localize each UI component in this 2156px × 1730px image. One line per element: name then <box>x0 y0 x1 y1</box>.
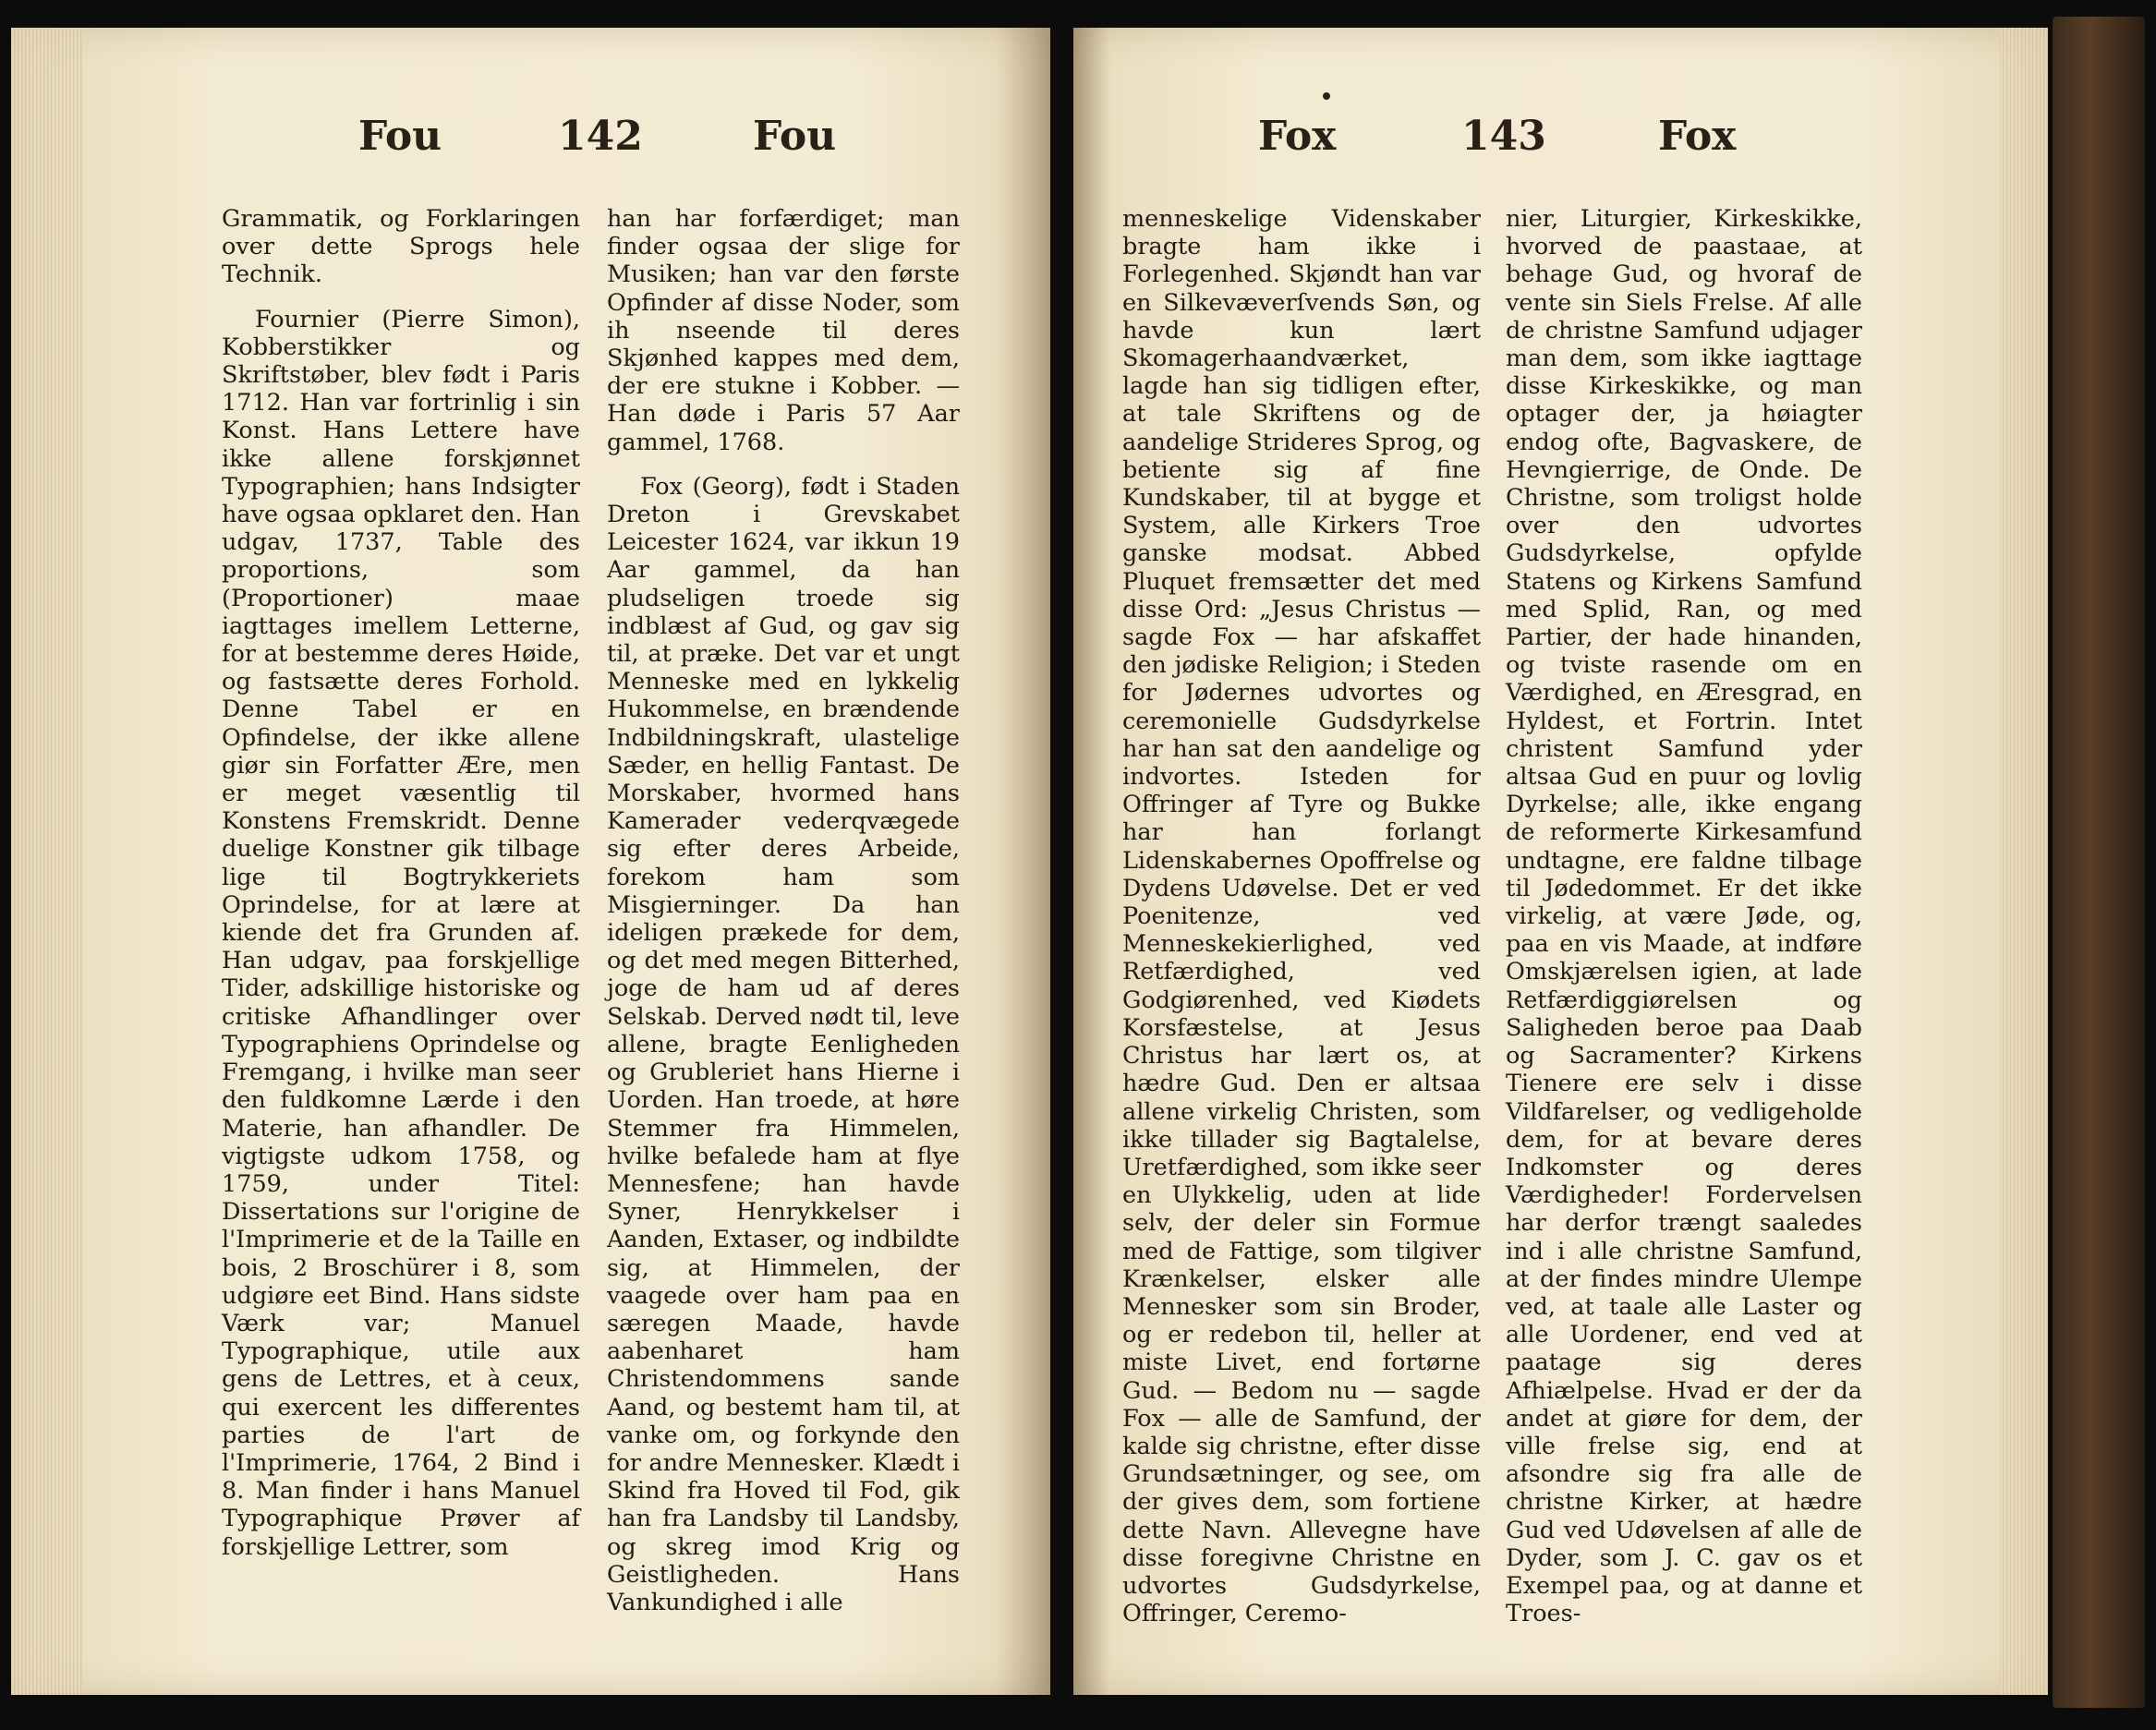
book-cover-edge <box>2053 17 2145 1708</box>
left-page-number: 142 <box>558 113 643 160</box>
paragraph-fox-doctrine: menneskelige Videnskaber bragte ham ikke i Forlegenhed. Skjøndt han var en Silkevæverſvends Søn, og havde kun lært Skomagerhaandværket, lagde han sig tidligen efter, at tale Skriftens og de aandelige Strideres Sprog, og betiente sig af fine Kundskaber, til at bygge et System, alle Kirkers Troe ganske modsat. Abbed Pluquet fremsætter det med disse Ord: „Jesus Christus — sagde Fox — har afskaffet den jødiske Religion; i Steden for Jødernes udvortes og ceremonielle Gudsdyrkelse har han sat den aandelige og indvortes. Isteden for Offringer af Tyre og Bukke har han forlangt Lidenskabernes Opoffrelse og Dydens Udøvelse. Det er ved Poenitenze, ved Menneskekierlighed, ved Retfærdighed, ved Godgiørenhed, ved Kiødets Korsfæstelse, at Jesus Christus har lært os, at hædre Gud. Den er altsaa allene virkelig Christen, som ikke tillader sig Bagtalelse, Uretfærdighed, som ikke seer en Ulykkelig, uden at lide selv, der deler sin Formue med de Fattige, som tilgiver Krænkelser, elsker alle Mennesker som sin Broder, og er redebon til, heller at miste Livet, end fortørne Gud. — Bedom nu — sagde Fox — alle de Samfund, der kalde sig christne, efter disse Grundsætninger, og see, om der gives dem, som fortiene dette Navn. Allevegne have disse foregivne Christne en udvortes Gudsdyrkelse, Offringer, Ceremo- <box>1122 205 1481 1628</box>
left-header-catchword-left: Fou <box>358 113 442 160</box>
left-page-column-2 <box>607 205 960 1616</box>
left-page-column-1 <box>222 205 580 1561</box>
right-page-column-2 <box>1506 205 1862 1627</box>
printer-mark <box>1323 92 1330 100</box>
paragraph-fournier: Fournier (Pierre Simon), Kobberstikker og Skriftstøber, blev født i Paris 1712. Han var fortrinlig i sin Konst. Hans Lettere have ikke allene forskjønnet Typographien; hans Indsigter have ogsaa opklaret den. Han udgav, 1737, Table des proportions, som (Proportioner) maae iagttages imellem Letterne, for at bestemme deres Høide, og fastsætte deres Forhold. Denne Tabel er en Opfindelse, der ikke allene giør sin Forfatter Ære, men er meget væsentlig til Konstens Fremskridt. Denne duelige Konstner gik tilbage lige til Bogtrykkeriets Oprindelse, for at lære at kiende det fra Grunden af. Han udgav, paa forskjellige Tider, adskillige historiske og critiske Afhandlinger over Typographiens Oprindelse og Fremgang, i hvilke man seer den fuldkomne Lærde i den Materie, han afhandler. De vigtigste udkom 1758, og 1759, under Titel: Dissertations sur l'origine de l'Imprimerie et de la Taille en bois, 2 Broschürer i 8, som udgiøre eet Bind. Hans sidste Værk var; Manuel Typographique, utile aux gens de Lettres, et à ceux, qui exercent les differentes parties de l'art de l'Imprimerie, 1764, 2 Bind i 8. Man finder i hans Manuel Typographique Prøver af forskjellige Lettrer, som <box>222 305 580 1561</box>
left-page-gutter <box>995 28 1050 1695</box>
paragraph-fournier-cont: han har forfærdiget; man finder ogsaa der slige for Musiken; han var den første Opfinder af disse Noder, som ih nseende til deres Skjønhed kappes med dem, der ere stukne i Kobber. — Han døde i Paris 57 Aar gammel, 1768. <box>607 205 960 456</box>
right-header-catchword-right: Fox <box>1658 113 1737 160</box>
right-page-column-1 <box>1122 205 1481 1627</box>
right-header-catchword-left: Fox <box>1258 113 1337 160</box>
right-page-gutter <box>1073 28 1110 1695</box>
left-header-catchword-right: Fou <box>753 113 837 160</box>
right-page-number: 143 <box>1461 113 1546 160</box>
paragraph-fox: Fox (Georg), født i Staden Dreton i Grevskabet Leicester 1624, var ikkun 19 Aar gammel, da han pludseligen troede sig indblæst af Gud, og gav sig til, at præke. Det var et ungt Menneske med en lykkelig Hukommelse, en brændende Indbildningskraft, ulastelige Sæder, en hellig Fantast. De Morskaber, hvormed hans Kamerader vederqvægede sig efter deres Arbeide, forekom ham som Misgierninger. Da han ideligen prækede for dem, og det med megen Bitterhed, joge de ham ud af deres Selskab. Derved nødt til, leve allene, bragte Eenligheden og Grubleriet hans Hierne i Uorden. Han troede, at høre Stemmer fra Himmelen, hvilke befalede ham at flye Mennesfene; han havde Syner, Henrykkelser i Aanden, Extaser, og indbildte sig, at Himmelen, der vaagede over ham paa en særegen Maade, havde aabenharet ham Christendommens sande Aand, og bestemt ham til, at vanke om, og forkynde den for andre Mennesker. Klædt i Skind fra Hoved til Fod, gik han fra Landsby til Landsby, og skreg imod Krig og Geistligheden. Hans Vankundighed i alle <box>607 472 960 1616</box>
paragraph-fox-doctrine-cont: nier, Liturgier, Kirkeskikke, hvorved de paastaae, at behage Gud, og hvoraf de vente sin Siels Frelse. Af alle de christne Samfund udjager man dem, som ikke iagttage disse Kirkeskikke, og man optager der, ja høiagter endog ofte, Bagvaskere, de Hevngierrige, de Onde. De Christne, som troligst holde over den udvortes Gudsdyrkelse, opfylde Statens og Kirkens Samfund med Splid, Ran, og med Partier, der hade hinanden, og tviste rasende om en Værdighed, en Æresgrad, en Hyldest, et Fortrin. Intet christent Samfund yder altsaa Gud en puur og lovlig Dyrkelse; alle, ikke engang de reformerte Kirkesamfund undtagne, ere faldne tilbage til Jødedommet. Er det ikke virkelig, at være Jøde, og, paa en vis Maade, at indføre Omskjærelsen igien, at lade Retfærdiggiørelsen og Saligheden beroe paa Daab og Sacramenter? Kirkens Tienere ere selv i disse Vildfarelser, og vedligeholde dem, for at bevare deres Indkomster og deres Værdigheder! Fordervelsen har derfor trængt saaledes ind i alle christne Samfund, at der findes mindre Ulempe ved, at taale alle Laster og alle Uordener, end ved at paatage sig deres Afhiælpelse. Hvad er der da andet at giøre for dem, der ville frelse sig, end at afsondre sig fra alle de christne Kirker, at hædre Gud ved Udøvelsen af alle de Dyder, som J. C. gav os et Exempel paa, og at danne et Troes- <box>1506 205 1862 1628</box>
paragraph-grammatik: Grammatik, og Forklaringen over dette Sprogs hele Technik. <box>222 205 580 289</box>
